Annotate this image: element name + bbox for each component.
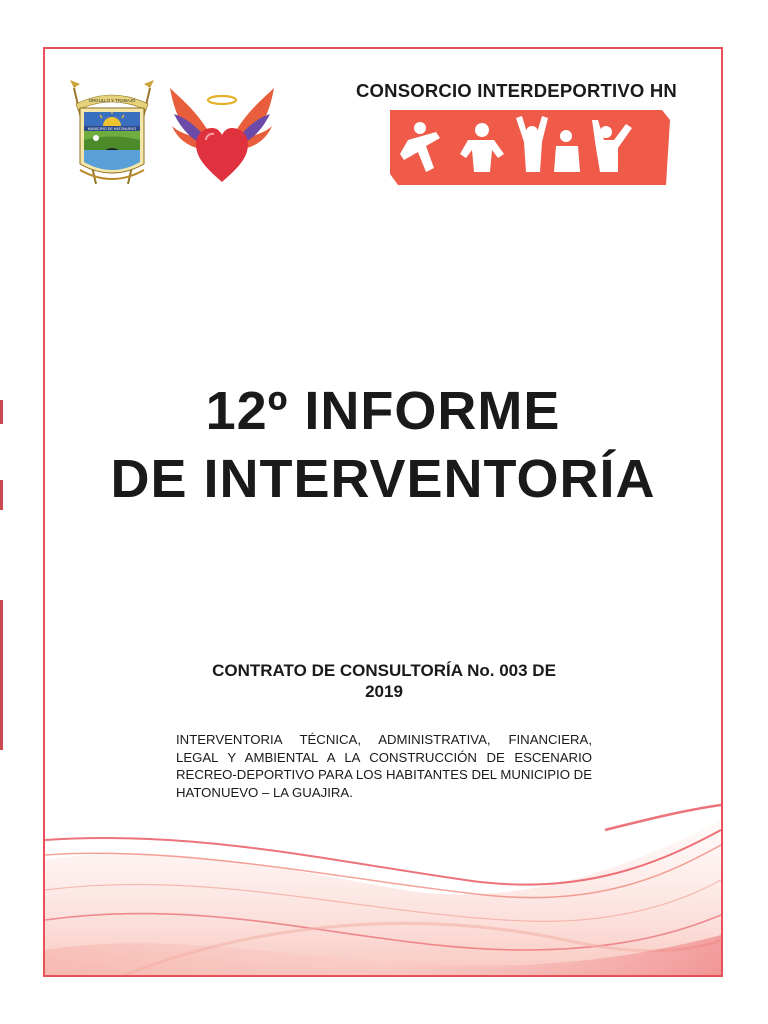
seal-motto: ORGULLO Y TRABAJO bbox=[88, 98, 136, 103]
red-wave-decoration-icon bbox=[45, 800, 721, 975]
report-title-line-2: DE INTERVENTORÍA bbox=[110, 449, 656, 509]
contract-heading-line-2: 2019 bbox=[365, 682, 403, 701]
scan-edge-mark bbox=[0, 480, 3, 510]
scan-edge-mark bbox=[0, 400, 3, 424]
scan-edge-mark bbox=[0, 600, 3, 750]
angel-heart-icon bbox=[166, 80, 278, 188]
report-title-line-1: 12º INFORME bbox=[205, 381, 561, 441]
sports-figures-banner-icon bbox=[390, 110, 670, 185]
contract-heading-line-1: CONTRATO DE CONSULTORÍA No. 003 DE bbox=[212, 661, 556, 680]
consortium-name: CONSORCIO INTERDEPORTIVO HN bbox=[356, 80, 677, 101]
contract-heading bbox=[170, 660, 598, 702]
municipal-seal-icon bbox=[66, 78, 158, 190]
seal-label: MUNICIPIO DE HATONUEVO bbox=[87, 127, 137, 131]
contract-scope-text: INTERVENTORIA TÉCNICA, ADMINISTRATIVA, FINANCIERA, LEGAL Y AMBIENTAL A LA CONSTRUCCIÓN DE ESCENARIO RECREO-DEPORTIVO PARA LOS HABITANTES DEL MUNICIPIO DE HATONUEVO – LA GUAJIRA. bbox=[176, 732, 592, 800]
